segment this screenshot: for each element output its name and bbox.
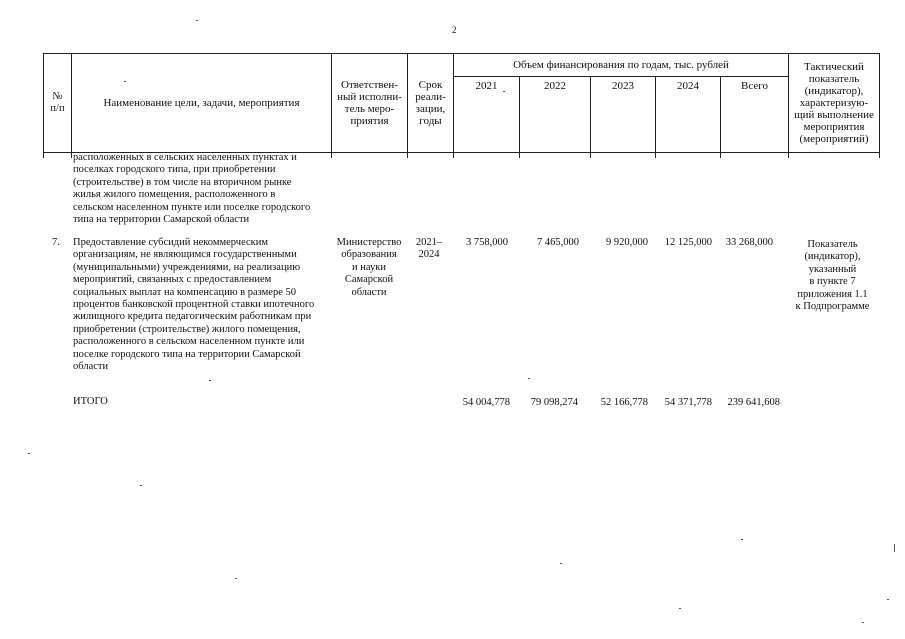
scan-speck	[209, 380, 211, 381]
row7-value-2024: 12 125,000	[664, 237, 712, 248]
total-value-2021: 54 004,778	[462, 397, 510, 408]
table-header	[43, 53, 880, 153]
row7-term: 2021– 2024	[415, 237, 443, 261]
header-financing: Объем финансирования по годам, тыс. рублей	[454, 54, 789, 77]
scan-speck	[679, 608, 681, 609]
header-year: 2024	[656, 77, 721, 153]
page-number: 2	[452, 25, 457, 35]
scan-speck	[862, 622, 864, 623]
scan-speck	[196, 20, 198, 21]
header-indicator: Тактический показатель (индикатор), характеризую- щий выполнение мероприятия (мероприятий)	[789, 54, 880, 153]
row7-name: Предоставление субсидий некоммерческим организациям, не являющимся государственными (муниципальными) учреждениями, на реализацию мероприятий, связанных с предоставлением социальных выплат на компенсацию в размере 50 процентов банковской процентной ставки ипотечного жилищного кредита педагогическим работникам при приобретении (строительстве) жилого помещения, расположенного в сельском населенном пункте или поселке городского типа на территории Самарской области	[73, 237, 315, 373]
scan-speck	[560, 563, 562, 564]
header-term: Срок реали- зации, годы	[408, 54, 454, 153]
row7-value-2022: 7 465,000	[537, 237, 579, 248]
total-label: ИТОГО	[73, 396, 108, 407]
row7-number: 7.	[52, 237, 60, 248]
total-value-2022: 79 098,274	[530, 397, 578, 408]
scan-speck	[124, 81, 126, 82]
header-name: Наименование цели, задачи, мероприятия	[72, 54, 332, 153]
scan-speck	[894, 544, 895, 552]
scan-speck	[741, 539, 743, 540]
scan-speck	[503, 91, 505, 92]
header-year: 2023	[591, 77, 656, 153]
row7-value-2023: 9 920,000	[606, 237, 648, 248]
scan-speck	[887, 599, 889, 600]
scan-speck	[528, 378, 530, 379]
total-value-grand: 239 641,608	[727, 397, 780, 408]
header-year: 2021	[454, 77, 520, 153]
header-responsible: Ответствен- ный исполни- тель меро- приятия	[332, 54, 408, 153]
row7-value-total: 33 268,000	[725, 237, 773, 248]
continuation-text: расположенных в сельских населенных пунктах и поселках городского типа, при приобретении (строительстве) в том числе на вторичном рынке жилья жилого помещения, расположенного в сельском населенном пункте или поселке городского типа на территории Самарской области	[73, 152, 311, 226]
row7-indicator: Показатель (индикатор), указанный в пункте 7 приложения 1.1 к Подпрограмме	[795, 239, 870, 313]
scan-speck	[235, 578, 237, 579]
header-num: № п/п	[44, 54, 72, 153]
header-year: 2022	[520, 77, 591, 153]
total-value-2024: 54 371,778	[664, 397, 712, 408]
scan-speck	[140, 485, 142, 486]
header-total: Всего	[721, 77, 789, 153]
row7-responsible: Министерство образования и науки Самарской области	[336, 237, 402, 298]
scan-speck	[28, 453, 30, 454]
row7-value-2021: 3 758,000	[466, 237, 508, 248]
total-value-2023: 52 166,778	[600, 397, 648, 408]
